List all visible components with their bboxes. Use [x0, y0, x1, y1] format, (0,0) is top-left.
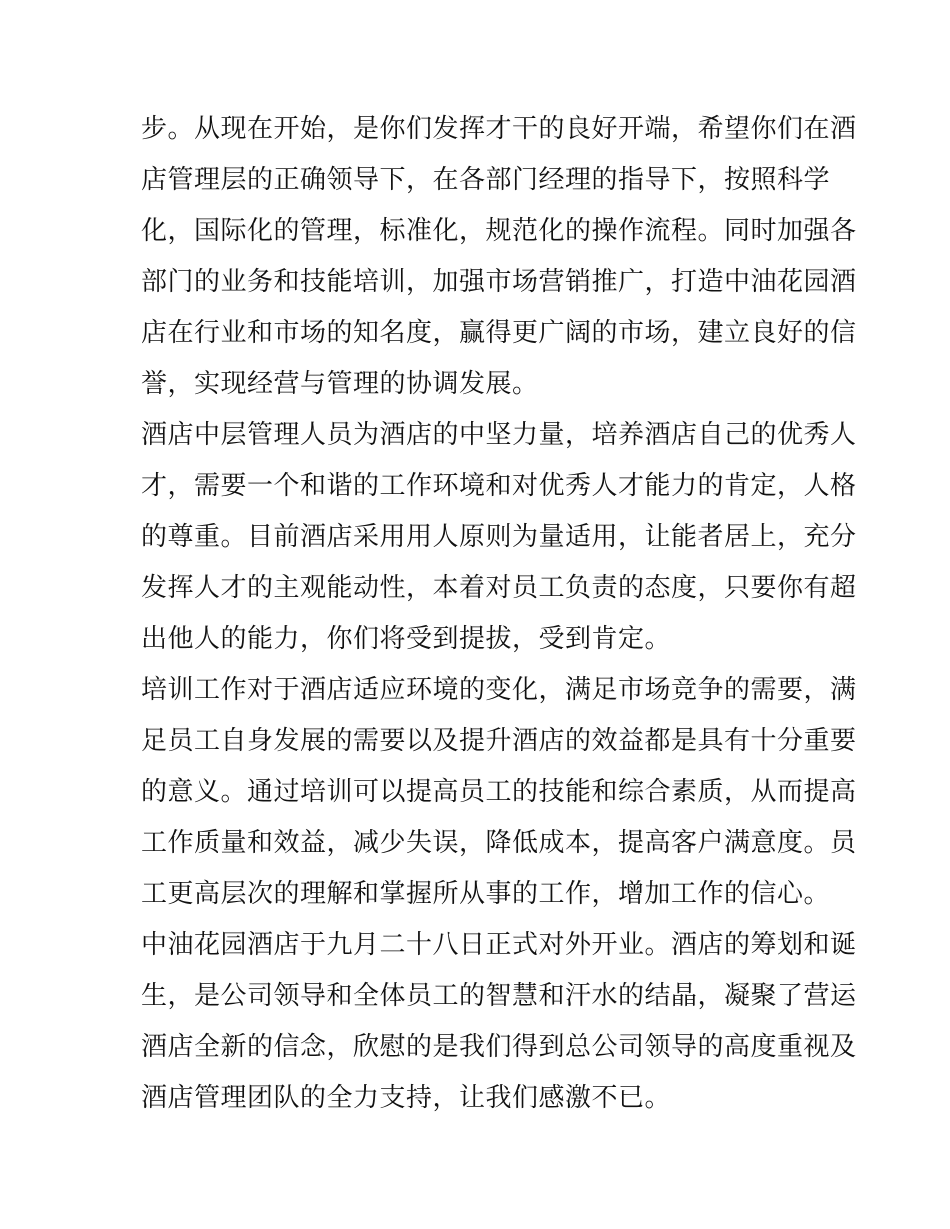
- text-line: 中油花园酒店于九月二十八日正式对外开业。酒店的筹划和诞: [141, 930, 857, 960]
- text-line: 酒店管理团队的全力支持，让我们感激不已。: [141, 1083, 672, 1113]
- text-line: 部门的业务和技能培训，加强市场营销推广，打造中油花园酒: [141, 267, 857, 297]
- text-line: 培训工作对于酒店适应环境的变化，满足市场竞争的需要，满: [141, 675, 857, 705]
- text-line: 出他人的能力，你们将受到提拔，受到肯定。: [141, 624, 672, 654]
- text-line: 生，是公司领导和全体员工的智慧和汗水的结晶，凝聚了营运: [141, 981, 857, 1011]
- text-line: 工更高层次的理解和掌握所从事的工作，增加工作的信心。: [141, 879, 831, 909]
- text-line: 酒店全新的信念，欣慰的是我们得到总公司领导的高度重视及: [141, 1032, 857, 1062]
- text-line: 酒店中层管理人员为酒店的中坚力量，培养酒店自己的优秀人: [141, 420, 857, 450]
- text-line: 化，国际化的管理，标准化，规范化的操作流程。同时加强各: [141, 216, 857, 246]
- text-line: 店在行业和市场的知名度，赢得更广阔的市场，建立良好的信: [141, 318, 857, 348]
- text-line: 步。从现在开始，是你们发挥才干的良好开端，希望你们在酒: [141, 114, 857, 144]
- text-line: 店管理层的正确领导下，在各部门经理的指导下，按照科学: [141, 165, 831, 195]
- body-text: [141, 104, 857, 1124]
- text-line: 才，需要一个和谐的工作环境和对优秀人才能力的肯定，人格: [141, 471, 857, 501]
- text-line: 的尊重。目前酒店采用用人原则为量适用，让能者居上，充分: [141, 522, 857, 552]
- text-line: 发挥人才的主观能动性，本着对员工负责的态度，只要你有超: [141, 573, 857, 603]
- text-line: 足员工自身发展的需要以及提升酒店的效益都是具有十分重要: [141, 726, 857, 756]
- text-line: 誉，实现经营与管理的协调发展。: [141, 369, 539, 399]
- text-line: 的意义。通过培训可以提高员工的技能和综合素质，从而提高: [141, 777, 857, 807]
- text-line: 工作质量和效益，减少失误，降低成本，提高客户满意度。员: [141, 828, 857, 858]
